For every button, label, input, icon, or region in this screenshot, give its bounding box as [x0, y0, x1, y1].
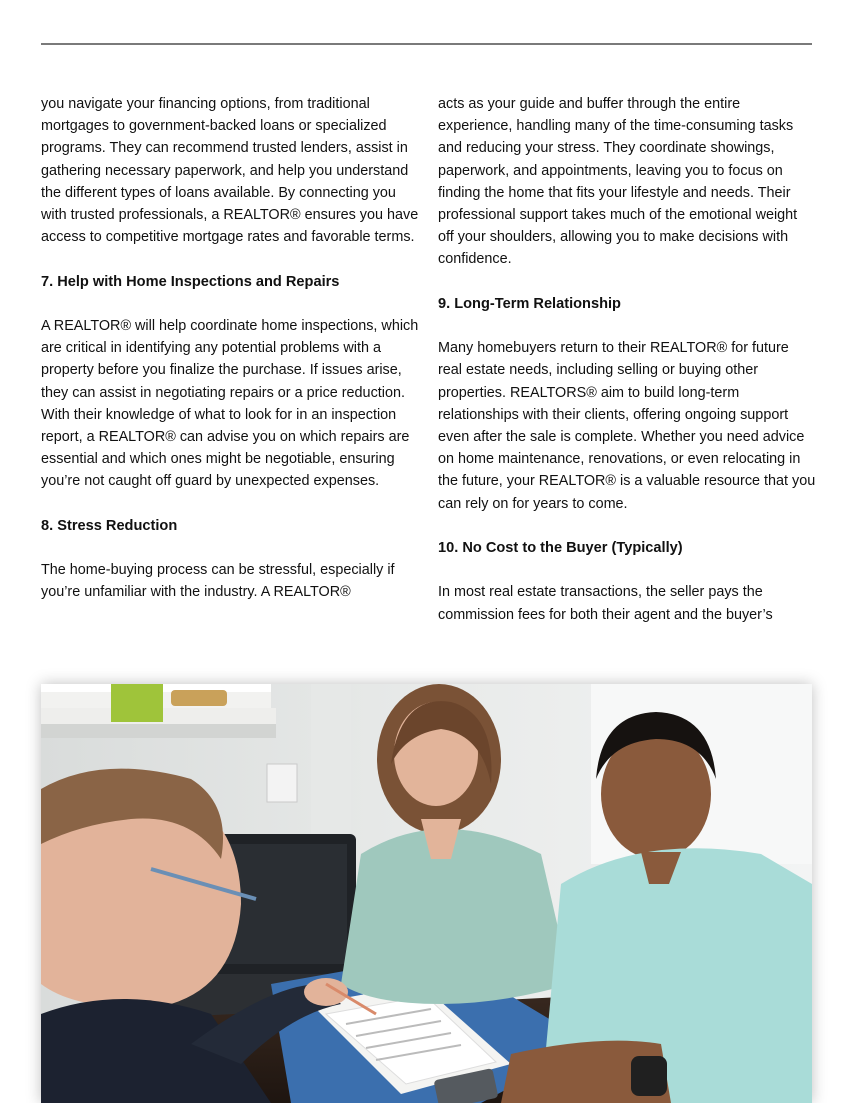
inspections-paragraph: A REALTOR® will help coordinate home inspections, which are critical in identifying any potential problems with a property before you finalize the purchase. If issues arise, they can assist in negotiating repairs or a price reduction. With their knowledge of what to look for in an inspection report, a REALTOR® can advise you on which repairs are essential and which ones might be negotiable, ensuring you’re not caught off guard by unexpected expenses.	[41, 318, 419, 490]
photo-realtor-with-clients	[41, 684, 812, 1103]
stress-paragraph: The home-buying process can be stressful, especially if you’re unfamiliar with the industry. A REALTOR®	[41, 562, 395, 601]
heading-home-inspections: 7. Help with Home Inspections and Repairs	[41, 273, 340, 290]
guide-paragraph: acts as your guide and buffer through the entire experience, handling many of the time-consuming tasks and reducing your stress. They coordinate showings, paperwork, and appointments, leaving you to focus on finding the home that fits your lifestyle and needs. Their professional support takes much of the emotional weight off your shoulders, allowing you to make decisions with confidence.	[438, 96, 798, 268]
financing-paragraph: you navigate your financing options, from traditional mortgages to government-backed loans or specialized programs. They can recommend trusted lenders, assist in gathering necessary paperwork, and help you understand the different types of loans available. By connecting you with trusted professionals, a REALTOR® ensures you have access to competitive mortgage rates and favorable terms.	[41, 96, 419, 246]
relationship-paragraph: Many homebuyers return to their REALTOR® for future real estate needs, including selling or buying other properties. REALTORS® aim to build long-term relationships with their clients, offering ongoing support even after the sale is complete. Whether you need advice on home maintenance, renovations, or even relocating in the future, your REALTOR® is a valuable resource that you can rely on for years to come.	[438, 340, 816, 512]
no-cost-paragraph: In most real estate transactions, the seller pays the commission fees for both their agent and the buyer’s	[438, 584, 773, 623]
heading-long-term-relationship: 9. Long-Term Relationship	[438, 295, 621, 312]
heading-no-cost: 10. No Cost to the Buyer (Typically)	[438, 540, 683, 557]
right-column	[438, 93, 816, 626]
header-rule	[41, 43, 812, 45]
left-column	[41, 93, 419, 604]
heading-stress-reduction: 8. Stress Reduction	[41, 517, 178, 534]
